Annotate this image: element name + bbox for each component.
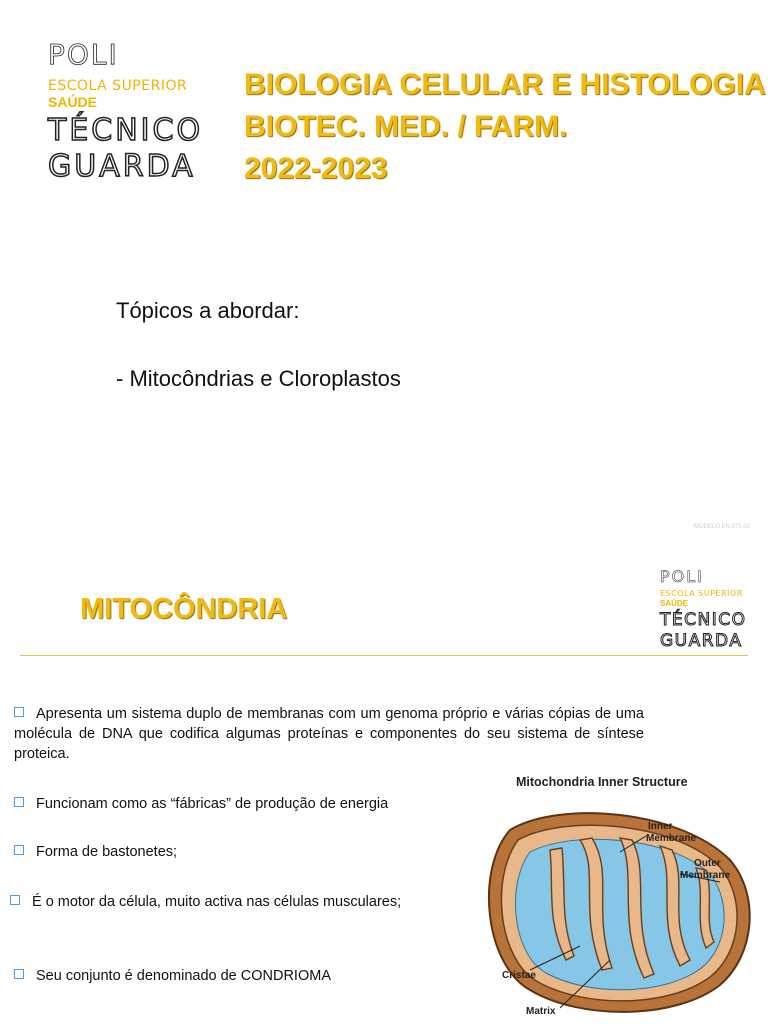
bullet-text: Forma de bastonetes;	[36, 844, 178, 860]
bullet-text: Seu conjunto é denominado de CONDRIOMA	[36, 968, 331, 984]
section-divider	[20, 655, 748, 656]
course-year: 2022-2023	[244, 152, 388, 185]
bullet-item	[10, 890, 452, 914]
label-matrix: Matrix	[526, 1006, 556, 1017]
bullet-square-icon	[10, 895, 20, 905]
bullet-square-icon	[14, 845, 24, 855]
logo-escola: ESCOLA SUPERIOR	[660, 589, 743, 598]
diagram-title: Mitochondria Inner Structure	[516, 775, 688, 789]
mitochondria-diagram	[470, 770, 768, 1024]
logo-saude: SAÚDE	[48, 94, 98, 110]
bullet-item	[14, 704, 644, 764]
logo-tecnico: TÉCNICO	[48, 113, 204, 148]
course-subtitle: BIOTEC. MED. / FARM.	[244, 110, 568, 143]
logo-escola: ESCOLA SUPERIOR	[48, 78, 188, 94]
bullet-item	[14, 842, 464, 862]
bullet-text: Funcionam como as “fábricas” de produção de energia	[36, 796, 389, 812]
bullet-square-icon	[14, 969, 24, 979]
section-title: MITOCÔNDRIA	[80, 593, 288, 625]
label-outer-1: Outer	[694, 858, 721, 869]
bullet-square-icon	[14, 707, 24, 717]
bullet-text: Apresenta um sistema duplo de membranas com um genoma próprio e várias cópias de uma molécula de DNA que codifica algumas proteínas e componentes do seu sistema de síntese proteica.	[14, 706, 644, 762]
logo-guarda: GUARDA	[48, 149, 196, 184]
bullet-item	[14, 794, 464, 814]
label-cristae: Cristae	[502, 970, 536, 981]
label-outer-2: Membrane	[680, 870, 731, 881]
logo-saude: SAÚDE	[660, 599, 689, 608]
label-inner-1: Inner	[648, 821, 673, 832]
topics-heading: Tópicos a abordar:	[116, 298, 300, 323]
institution-logo	[48, 40, 218, 182]
label-inner-2: Membrane	[646, 833, 697, 844]
logo-poli: POLI	[660, 567, 704, 586]
institution-logo-small	[660, 568, 760, 650]
logo-poli: POLI	[48, 38, 119, 71]
logo-guarda: GUARDA	[660, 631, 743, 651]
bullet-text: É o motor da célula, muito activa nas células musculares;	[32, 894, 402, 910]
logo-tecnico: TÉCNICO	[660, 610, 747, 630]
course-title: BIOLOGIA CELULAR E HISTOLOGIA	[244, 68, 766, 101]
model-code: MODELO EN.075.02	[693, 524, 750, 530]
topics-item: - Mitocôndrias e Cloroplastos	[116, 366, 401, 391]
bullet-square-icon	[14, 797, 24, 807]
bullet-item	[14, 966, 464, 986]
matrix-shape	[515, 839, 724, 990]
